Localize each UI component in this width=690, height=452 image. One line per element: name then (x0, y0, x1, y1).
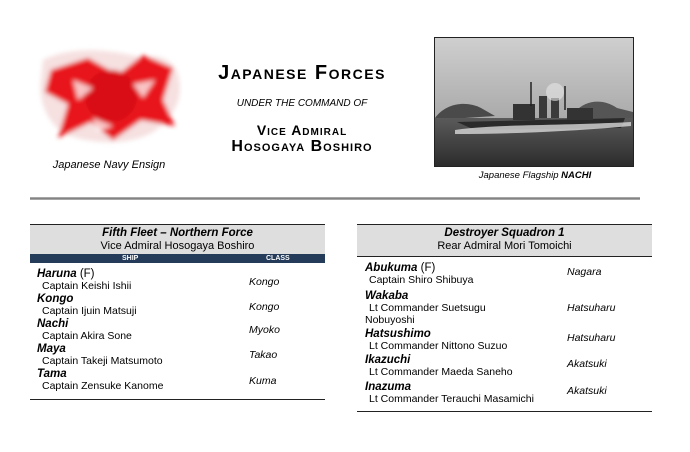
fifth-fleet-table (30, 224, 325, 400)
ship-captain: Lt Commander Suetsugu (369, 302, 486, 314)
ship-name: Haruna (37, 268, 77, 280)
ship-name: Hatsushimo (365, 328, 431, 340)
ship-class: Kuma (249, 375, 277, 387)
fifth-fleet-commander: Vice Admiral Hosogaya Boshiro (100, 240, 255, 252)
ship-captain: Captain Ijuin Matsuji (42, 305, 137, 317)
ship-row (37, 343, 325, 368)
ship-captain: Lt Commander Maeda Saneho (369, 366, 513, 378)
navy-ensign-image (33, 40, 183, 150)
ship-captain: Captain Shiro Shibuya (369, 274, 474, 286)
destroyer-squadron-commander: Rear Admiral Mori Tomoichi (437, 240, 572, 252)
commander-name: Hosogaya Boshiro (231, 138, 373, 155)
fifth-fleet-title: Fifth Fleet – Northern Force (102, 227, 253, 239)
ship-row (37, 293, 325, 318)
ship-name: Inazuma (365, 381, 412, 393)
ship-row (365, 354, 652, 381)
ship-row (37, 268, 325, 293)
ship-row (365, 290, 652, 328)
column-header-ship: SHIP (122, 255, 139, 262)
page-title: Japanese Forces (218, 62, 386, 84)
flagship-marker: (F) (420, 262, 436, 274)
flagship-caption-prefix: Japanese Flagship (478, 170, 559, 181)
ship-captain-cont: Nobuyoshi (365, 314, 415, 326)
flagship-marker: (F) (79, 268, 95, 280)
ship-row (37, 368, 325, 393)
ship-row (365, 328, 652, 354)
ship-class: Myoko (249, 324, 280, 336)
ship-class: Hatsuharu (567, 302, 616, 314)
ship-row (365, 262, 652, 290)
ship-captain: Captain Zensuke Kanome (42, 380, 164, 392)
ship-name: Wakaba (365, 290, 409, 302)
ensign-caption: Japanese Navy Ensign (52, 159, 166, 171)
ship-row (365, 381, 652, 407)
ship-name: Ikazuchi (365, 354, 411, 366)
ship-captain: Captain Keishi Ishii (42, 280, 132, 292)
ship-captain: Lt Commander Nittono Suzuo (369, 340, 508, 352)
flagship-caption (430, 170, 640, 181)
ship-name: Maya (37, 343, 66, 355)
ship-class: Takao (249, 349, 278, 361)
destroyer-squadron-table (357, 224, 652, 412)
ship-class: Akatsuki (567, 385, 607, 397)
destroyer-squadron-header (357, 225, 652, 256)
ship-captain: Lt Commander Terauchi Masamichi (369, 393, 534, 405)
column-header-bar (30, 254, 325, 263)
ship-class: Kongo (249, 276, 280, 288)
commander-rank: Vice Admiral (256, 122, 348, 138)
ship-class: Akatsuki (567, 358, 607, 370)
ship-captain: Captain Akira Sone (42, 330, 132, 342)
flagship-caption-name: NACHI (561, 170, 592, 181)
ship-class: Nagara (567, 266, 602, 278)
ship-captain: Captain Takeji Matsumoto (42, 355, 163, 367)
flagship-photo (434, 37, 634, 167)
page-subtitle: UNDER THE COMMAND OF (236, 98, 368, 109)
ship-name: Tama (37, 368, 67, 380)
ship-class: Hatsuharu (567, 332, 616, 344)
ship-class: Kongo (249, 301, 280, 313)
ship-name: Abukuma (365, 262, 418, 274)
ship-name: Nachi (37, 318, 69, 330)
ship-row (37, 318, 325, 343)
fifth-fleet-header (30, 225, 325, 254)
ship-name: Kongo (37, 293, 74, 305)
destroyer-squadron-title: Destroyer Squadron 1 (444, 227, 565, 239)
column-header-class: CLASS (266, 255, 290, 262)
section-divider (30, 197, 640, 200)
